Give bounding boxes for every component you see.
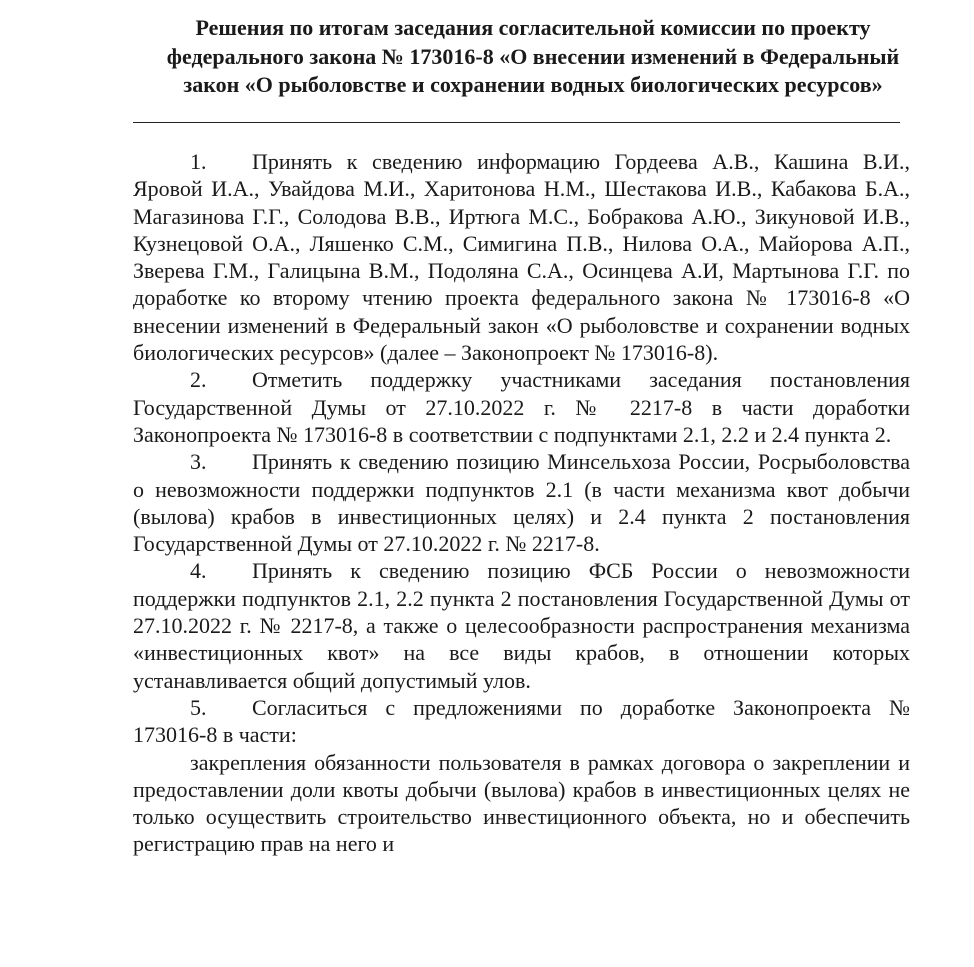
paragraph-1: [133, 148, 910, 366]
paragraph-3: [133, 448, 910, 557]
paragraph-text: Принять к сведению информацию Гордеева А.В., Кашина В.И., Яровой И.А., Увайдова М.И., Харитонова Н.М., Шестакова И.В., Кабакова Б.А., Магазинова Г.Г., Солодова В.В., Иртюга М.С., Бобракова А.Ю., Зикуновой И.В., Кузнецовой О.А., Ляшенко С.М., Симигина П.В., Нилова О.А., Майорова А.П., Зверева Г.М., Галицына В.М., Подоляна С.А., Осинцева А.И, Мартынова Г.Г. по доработке ко второму чтению проекта федерального закона № 173016-8 «О внесении изменений в Федеральный закон «О рыболовстве и сохранении водных биологических ресурсов» (далее – Законопроект № 173016-8).: [133, 149, 910, 366]
document-body: [133, 148, 910, 858]
paragraph-number: 5.: [190, 694, 207, 720]
paragraph-text: Отметить поддержку участниками заседания постановления Государственной Думы от 27.10.2022 г. № 2217-8 в части доработки Законопроекта № 173016-8 в соответствии с подпунктами 2.1, 2.2 и 2.4 пункта 2.: [133, 367, 910, 447]
paragraph-text: Согласиться с предложениями по доработке Законопроекта № 173016-8 в части:: [133, 694, 910, 748]
paragraph-text: Принять к сведению позицию ФСБ России о невозможности поддержки подпунктов 2.1, 2.2 пункта 2 постановления Государственной Думы от 27.10.2022 г. № 2217-8, а также о целесообразности распространения механизма «инвестиционных квот» на все виды крабов, в отношении которых устанавливается общий допустимый улов.: [133, 558, 910, 693]
paragraph-4: [133, 557, 910, 693]
document-title: Решения по итогам заседания согласительной комиссии по проекту федерального закона № 173016-8 «О внесении изменений в Федеральный закон «О рыболовстве и сохранении водных биологических ресурсов»: [166, 15, 900, 97]
paragraph-number: 1.: [190, 149, 207, 174]
paragraph-5: [133, 694, 910, 749]
paragraph-5-subclause: [133, 749, 910, 858]
paragraph-number: 4.: [190, 558, 207, 584]
paragraph-text: закрепления обязанности пользователя в рамках договора о закреплении и предоставлении доли квоты добычи (вылова) крабов в инвестиционных целях не только осуществить строительство инвестиционного объекта, но и обеспечить регистрацию прав на него и: [133, 749, 910, 857]
paragraph-2: [133, 366, 910, 448]
title-divider: [133, 122, 900, 123]
paragraph-number: 2.: [190, 367, 207, 393]
paragraph-text: Принять к сведению позицию Минсельхоза России, Росрыболовства о невозможности поддержки подпунктов 2.1 (в части механизма квот добычи (вылова) крабов в инвестиционных целях) и 2.4 пункта 2 постановления Государственной Думы от 27.10.2022 г. № 2217-8.: [133, 449, 910, 557]
paragraph-number: 3.: [190, 449, 207, 475]
